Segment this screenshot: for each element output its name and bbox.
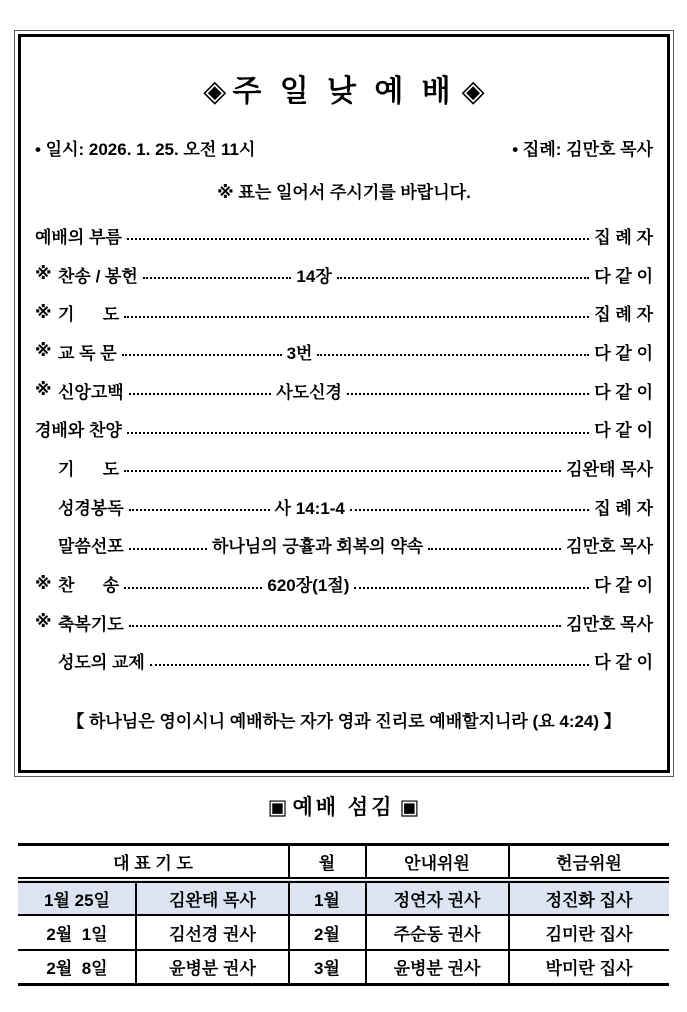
- serving-title-text: 예배 섬김: [292, 796, 395, 819]
- dotted-leader: [337, 277, 590, 279]
- dotted-leader: [129, 509, 270, 511]
- dotted-leader: [124, 316, 589, 318]
- square-icon: ▣: [267, 796, 288, 819]
- order-item-confession-of-faith: [35, 371, 653, 410]
- order-item-hymn: [35, 564, 653, 603]
- order-item-person: 다 같 이: [594, 421, 653, 441]
- order-item-label: 찬송 / 봉헌: [58, 266, 138, 286]
- column-header-representative-prayer: 대 표 기 도: [18, 845, 288, 880]
- dotted-leader: [150, 664, 589, 666]
- table-row: [18, 950, 668, 985]
- order-item-detail: 사 14:1-4: [274, 498, 345, 518]
- dotted-leader: [350, 509, 589, 511]
- order-item-prayer: [35, 293, 653, 332]
- dotted-leader: [127, 432, 589, 434]
- order-item-label: 찬 송: [58, 576, 120, 596]
- order-item-detail: 3번: [286, 343, 313, 363]
- dotted-leader: [347, 393, 589, 395]
- dotted-leader: [122, 354, 282, 356]
- serving-section-title: [0, 793, 687, 823]
- order-of-worship-list: [35, 216, 653, 680]
- usher-cell: 윤병분 권사: [366, 950, 509, 985]
- order-item-label: 말씀선포: [58, 537, 124, 557]
- service-datetime: • 일시: 2026. 1. 25. 오전 11시: [35, 140, 256, 159]
- prayer-person-cell: 김완태 목사: [136, 880, 288, 915]
- order-item-person: 집 례 자: [594, 498, 653, 518]
- dotted-leader: [127, 238, 589, 240]
- order-item-prayer-2: [35, 448, 653, 487]
- stand-mark: ※: [35, 573, 52, 593]
- order-item-person: 김만호 목사: [566, 537, 653, 557]
- order-item-detail: 620장(1절): [267, 576, 350, 596]
- prayer-person-cell: 김선경 권사: [136, 915, 288, 950]
- order-item-hymn-offering: [35, 255, 653, 294]
- dotted-leader: [143, 277, 292, 279]
- stand-mark: ※: [35, 612, 52, 632]
- dotted-leader: [129, 393, 272, 395]
- dotted-leader: [354, 587, 589, 589]
- offering-cell: 김미란 집사: [509, 915, 669, 950]
- order-item-person: 다 같 이: [594, 266, 653, 286]
- column-header-ushers: 안내위원: [366, 845, 509, 880]
- offering-cell: 박미란 집사: [509, 950, 669, 985]
- order-item-person: 다 같 이: [594, 576, 653, 596]
- stand-mark: ※: [35, 380, 52, 400]
- stand-mark: ※: [35, 302, 52, 322]
- dotted-leader: [129, 548, 207, 550]
- dotted-leader: [317, 354, 589, 356]
- order-item-label: 신앙고백: [58, 382, 124, 402]
- square-icon: ▣: [399, 796, 420, 819]
- order-item-label: 축복기도: [58, 614, 124, 634]
- order-item-label: 교 독 문: [58, 343, 117, 363]
- table-row: [18, 880, 668, 915]
- order-item-person: 집 례 자: [594, 227, 653, 247]
- table-row: [18, 915, 668, 950]
- order-item-person: 김완태 목사: [566, 459, 653, 479]
- offering-cell: 정진화 집사: [509, 880, 669, 915]
- stand-mark: ※: [35, 264, 52, 284]
- order-item-detail: 14장: [296, 266, 332, 286]
- usher-cell: 정연자 권사: [366, 880, 509, 915]
- diamond-icon: ◈: [203, 75, 227, 108]
- prayer-date-cell: 2월 1일: [18, 915, 136, 950]
- order-item-benediction: [35, 603, 653, 642]
- dotted-leader: [124, 470, 561, 472]
- bible-verse: 【 하나님은 영이시니 예배하는 자가 영과 진리로 예배할지니라 (요 4:24) 】: [67, 712, 621, 732]
- sermon-title: 하나님의 긍휼과 회복의 약속: [211, 537, 424, 557]
- service-info-row: [35, 139, 653, 161]
- prayer-date-cell: 1월 25일: [44, 890, 110, 910]
- month-cell: 1월: [289, 880, 366, 915]
- order-item-label: 기 도: [58, 305, 120, 325]
- serving-section: [0, 793, 687, 986]
- order-item-person: 다 같 이: [594, 653, 653, 673]
- order-item-label: 기 도: [58, 459, 120, 479]
- worship-bulletin-inner-border: [18, 34, 670, 773]
- order-item-responsive-reading: [35, 332, 653, 371]
- prayer-date-cell: 2월 8일: [18, 950, 136, 985]
- order-item-person: 다 같 이: [594, 382, 653, 402]
- order-item-label: 경배와 찬양: [35, 421, 122, 441]
- dotted-leader: [129, 625, 561, 627]
- order-item-person: 집 례 자: [594, 305, 653, 325]
- order-item-person: 김만호 목사: [566, 614, 653, 634]
- order-item-detail: 사도신경: [276, 382, 342, 402]
- service-officiant: • 집례: 김만호 목사: [512, 140, 653, 159]
- usher-cell: 주순동 권사: [366, 915, 509, 950]
- order-item-call-to-worship: [35, 216, 653, 255]
- diamond-icon: ◈: [461, 75, 485, 108]
- page-title: [35, 73, 653, 111]
- order-item-sermon: [35, 526, 653, 565]
- order-item-label: 성도의 교제: [58, 653, 145, 673]
- order-item-fellowship: [35, 642, 653, 681]
- order-item-label: 예배의 부름: [35, 227, 122, 247]
- month-cell: 3월: [289, 950, 366, 985]
- serving-roster-table: [18, 843, 668, 986]
- order-item-scripture-reading: [35, 487, 653, 526]
- column-header-month: 월: [289, 845, 366, 880]
- dotted-leader: [428, 548, 561, 550]
- column-header-offering: 헌금위원: [509, 845, 669, 880]
- serving-table-header-row: [18, 845, 668, 880]
- page-title-text: 주 일 낮 예 배: [232, 75, 456, 108]
- dotted-leader: [124, 587, 262, 589]
- order-item-label: 성경봉독: [58, 498, 124, 518]
- worship-bulletin-box: [14, 30, 674, 777]
- month-cell: 2월: [289, 915, 366, 950]
- order-item-praise-worship: [35, 409, 653, 448]
- order-item-person: 다 같 이: [594, 343, 653, 363]
- prayer-person-cell: 윤병분 권사: [136, 950, 288, 985]
- stand-mark: ※: [35, 341, 52, 361]
- stand-note: ※ 표는 일어서 주시기를 바랍니다.: [217, 183, 471, 202]
